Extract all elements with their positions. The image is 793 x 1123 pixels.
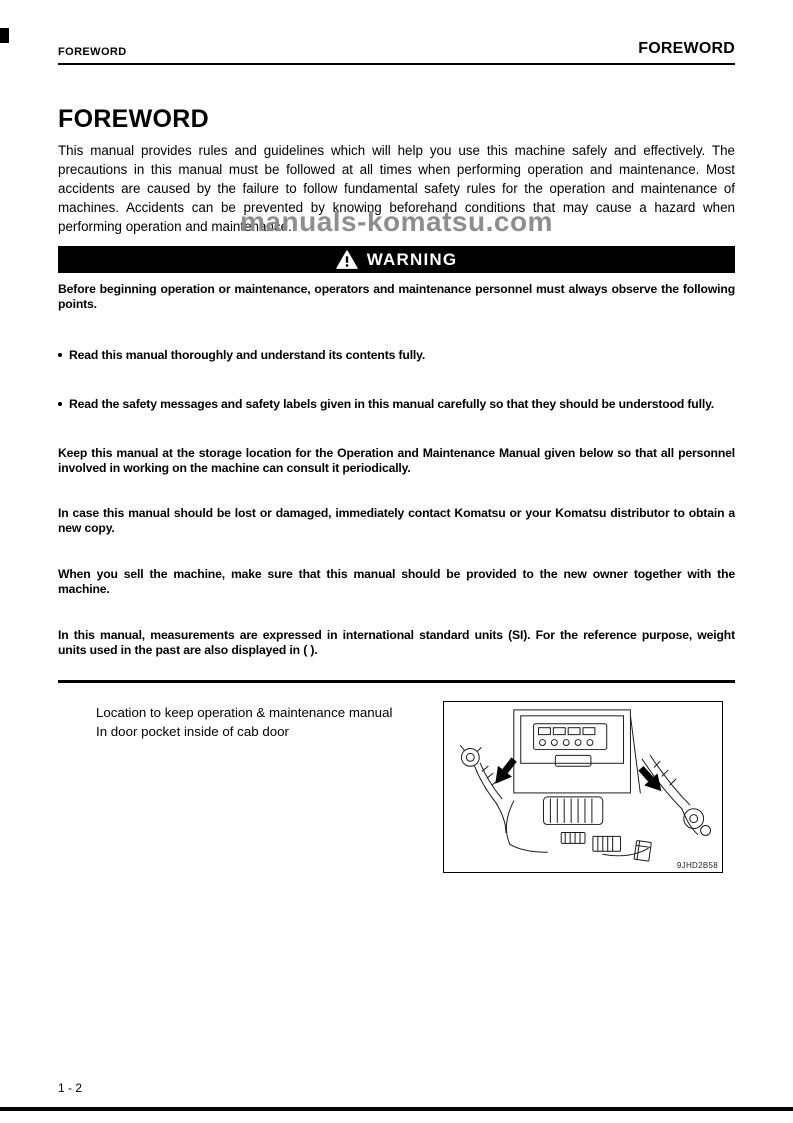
- body-paragraph: In this manual, measurements are expressed in international standard units (SI). For the reference purpose, weight units used in the past are also displayed in ( ).: [58, 628, 735, 657]
- bullet-text: Read the safety messages and safety labels given in this manual carefully so that they should be understood fully.: [69, 397, 715, 411]
- header-rule: [58, 63, 735, 65]
- bullet-marker-icon: [58, 353, 62, 357]
- location-note: [96, 701, 426, 741]
- bullet-text: Read this manual thoroughly and understand its contents fully.: [69, 348, 426, 362]
- warning-intro: Before beginning operation or maintenance, operators and maintenance personnel must always observe the following points.: [58, 282, 735, 311]
- intro-paragraph: This manual provides rules and guidelines which will help you use this machine safely and effectively. The precautions in this manual must be followed at all times when performing operation and maintenance. Most accidents are caused by the failure to follow fundamental safety rules for the operation and maintenance of machines. Accidents can be prevented by knowing beforehand conditions that may cause a hazard when performing operation and maintenance.: [58, 143, 735, 234]
- warning-banner: [58, 246, 735, 273]
- header-section-label: FOREWORD: [58, 46, 127, 58]
- bullet-item: [58, 348, 735, 363]
- section-rule: [58, 680, 735, 683]
- watermark: manuals-komatsu.com: [240, 206, 553, 237]
- location-note-line1: Location to keep operation & maintenance manual: [96, 705, 393, 720]
- footer-rule: [0, 1107, 793, 1111]
- body-paragraph: Keep this manual at the storage location for the Operation and Maintenance Manual given below so that all personnel involved in working on the machine can consult it periodically.: [58, 446, 735, 475]
- cab-interior-illustration: [444, 702, 722, 872]
- figure-box: [443, 701, 723, 873]
- bullet-marker-icon: [58, 402, 62, 406]
- header-chapter-title: FOREWORD: [638, 40, 735, 57]
- page-header: [58, 0, 735, 58]
- figure-code: 9JHD2B58: [676, 861, 718, 870]
- warning-label: WARNING: [366, 249, 458, 269]
- page-number: 1 - 2: [58, 1081, 83, 1095]
- warning-triangle-icon: [336, 250, 358, 270]
- location-note-line2: In door pocket inside of cab door: [96, 724, 289, 739]
- bullet-item: [58, 397, 735, 412]
- body-paragraph: In case this manual should be lost or damaged, immediately contact Komatsu or your Komatsu distributor to obtain a new copy.: [58, 506, 735, 535]
- body-paragraph: When you sell the machine, make sure that this manual should be provided to the new owner together with the machine.: [58, 567, 735, 596]
- figure-section: [58, 701, 735, 881]
- page-title: FOREWORD: [58, 105, 209, 133]
- arrow-right-icon: [634, 762, 668, 797]
- warning-body: [58, 282, 735, 658]
- scan-artifact-top-left: [0, 28, 9, 43]
